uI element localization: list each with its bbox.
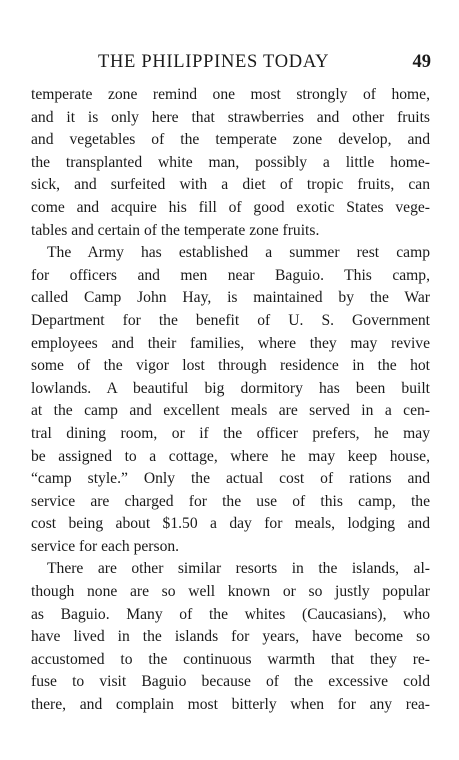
text-line: “camp style.” Only the actual cost of rations and (31, 470, 430, 488)
text-line: The Army has established a summer rest camp (47, 244, 430, 262)
text-line: come and acquire his fill of good exotic States vege- (31, 198, 430, 216)
text-line: service are charged for the use of this camp, the (31, 492, 430, 510)
text-line: the transplanted white man, possibly a little home- (31, 153, 430, 171)
text-line: Department for the benefit of U. S. Government (31, 311, 430, 329)
page-number: 49 (412, 52, 431, 72)
text-line: cost being about $1.50 a day for meals, lodging and (31, 515, 430, 533)
text-line: There are other similar resorts in the islands, al- (47, 560, 430, 578)
text-line: have lived in the islands for years, have become so (31, 628, 430, 646)
text-line: fuse to visit Baguio because of the excessive cold (31, 673, 430, 691)
text-line: employees and their families, where they may revive (31, 334, 430, 352)
text-line: for officers and men near Baguio. This camp, (31, 266, 430, 284)
running-title: THE PHILIPPINES TODAY (98, 52, 330, 72)
text-line: called Camp John Hay, is maintained by the War (31, 289, 430, 307)
paragraph-2 (31, 242, 430, 558)
paragraph-3 (31, 558, 430, 716)
text-line: be assigned to a cottage, where he may keep house, (31, 447, 430, 465)
text-line: some of the vigor lost through residence in the hot (31, 357, 430, 375)
text-line: though none are so well known or so justly popular (31, 583, 430, 601)
text-line: and it is only here that strawberries and other fruits (31, 108, 430, 126)
text-line: tables and certain of the temperate zone fruits. (31, 221, 320, 239)
text-line: temperate zone remind one most strongly of home, (31, 86, 430, 103)
text-line: and vegetables of the temperate zone develop, and (31, 131, 430, 149)
text-line: there, and complain most bitterly when for any rea- (31, 696, 430, 714)
text-line: service for each person. (31, 537, 180, 555)
running-head (32, 52, 443, 76)
text-line: sick, and surfeited with a diet of tropic fruits, can (31, 176, 430, 194)
text-line: at the camp and excellent meals are served in a cen- (31, 402, 430, 420)
paragraph-1 (31, 84, 430, 242)
text-line: accustomed to the continuous warmth that they re- (31, 650, 430, 668)
body-text (31, 84, 430, 717)
text-line: lowlands. A beautiful big dormitory has been built (31, 379, 430, 397)
text-line: as Baguio. Many of the whites (Caucasians), who (31, 605, 430, 623)
text-line: tral dining room, or if the officer prefers, he may (31, 424, 430, 442)
